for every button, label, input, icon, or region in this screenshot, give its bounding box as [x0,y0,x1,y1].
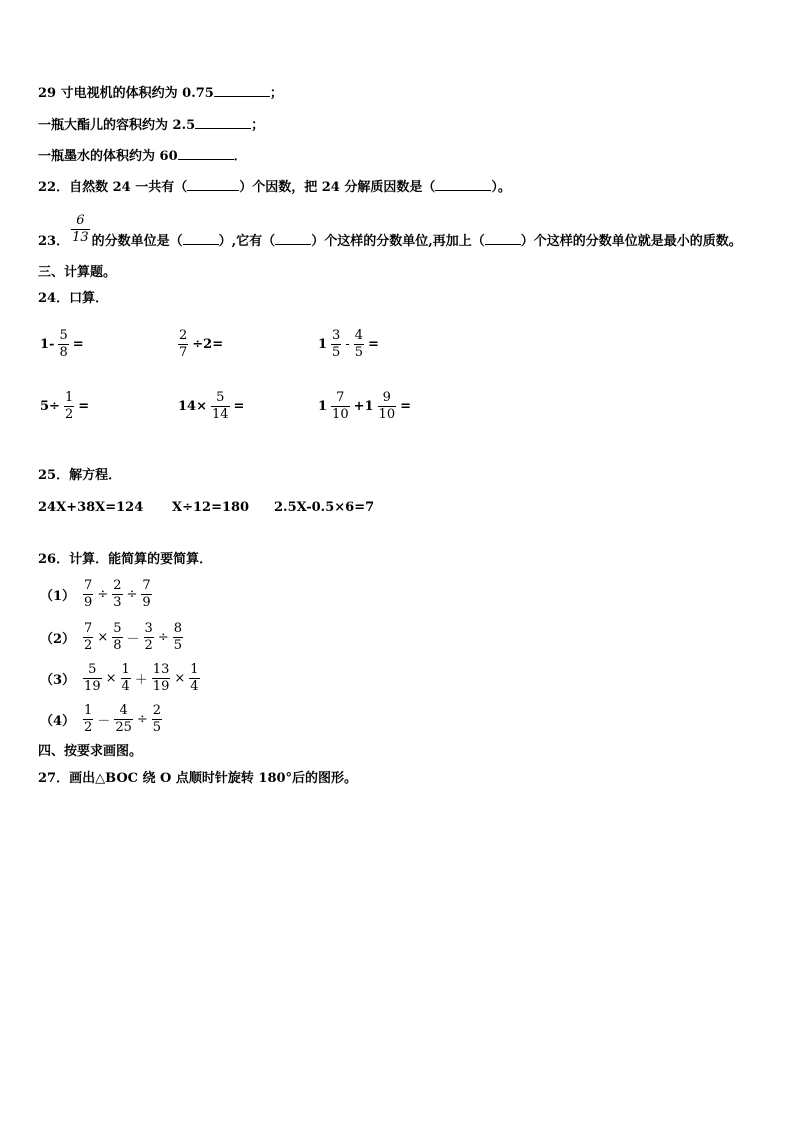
equation-1: 24X+38X=124 [38,500,144,515]
section-3-title: 三、计算题。 [38,265,117,280]
fraction: $\frac{5}{19}$ [84,662,101,694]
fraction: $\frac{9}{10}$ [378,390,396,422]
fraction: $\frac{1}{4}$ [190,662,199,694]
fraction: $\frac{2}{7}$ [179,328,188,360]
fraction: $\frac{7}{2}$ [84,621,93,653]
fraction: $\frac{1}{4}$ [121,662,130,694]
fraction: $\frac{4}{25}$ [115,703,132,735]
answer-blank[interactable] [178,147,234,160]
fraction: $\frac{13}{19}$ [152,662,170,694]
operator: × [105,671,117,686]
question-26: 26．计算．能简算的要简算． [38,552,213,567]
operator: － [97,714,111,729]
fraction: $\frac{1}{2}$ [84,703,93,735]
equation-2: X÷12=180 [172,500,250,515]
answer-blank[interactable] [183,232,219,245]
operator: ÷ [157,630,169,645]
operator: × [174,671,186,686]
fraction: $\frac{8}{5}$ [173,621,182,653]
answer-blank[interactable] [435,178,491,191]
question-25: 25．解方程． [38,468,122,483]
operator: ＋ [134,673,148,688]
fraction: $\frac{2}{3}$ [113,578,122,610]
operator: × [97,630,109,645]
oral-expr-2: $\frac{2}{7}$ ÷2= [179,328,224,360]
equation-row [38,500,374,516]
oral-expr-4: 5÷ $\frac{1}{2}$ = [40,390,90,422]
question-27: 27．画出△BOC 绕 O 点顺时针旋转 180°后的图形。 [38,771,358,786]
fraction: $\frac{3}{5}$ [332,328,341,360]
answer-blank[interactable] [187,178,239,191]
answer-blank[interactable] [275,232,311,245]
operator: ÷ [136,712,148,727]
calc-expr-1: （1） $\frac{7}{9}$ ÷ $\frac{2}{3}$ ÷ $\frac{7}{9}$ [40,578,151,610]
question-22: 22．自然数 24 一共有（ ）个因数，把 24 分解质因数是（ ）。 [38,180,511,195]
fraction: $\frac{7}{9}$ [142,578,151,610]
calc-expr-2: （2） $\frac{7}{2}$ × $\frac{5}{8}$ － $\frac{3}{2}$ ÷ $\frac{8}{5}$ [40,621,182,653]
equation-3: 2.5X-0.5×6=7 [274,500,375,515]
fraction: $\frac{2}{5}$ [152,703,162,735]
oral-expr-5: 14× $\frac{5}{14}$ = [178,390,245,422]
operator: ÷ [97,587,109,602]
operator: － [126,632,140,647]
calc-expr-3: （3） $\frac{5}{19}$ × $\frac{1}{4}$ ＋ $\frac{13}{19}$ × $\frac{1}{4}$ [40,662,199,694]
answer-blank[interactable] [195,116,251,129]
answer-blank[interactable] [214,84,270,97]
calc-expr-4: （4） $\frac{1}{2}$ － $\frac{4}{25}$ ÷ $\frac{2}{5}$ [40,703,162,735]
oral-expr-1: 1- $\frac{5}{8}$ = [40,328,84,360]
fill-line-ink: 一瓶墨水的体积约为 60 ． [38,149,247,164]
fraction: $\frac{7}{9}$ [84,578,93,610]
oral-expr-6: 1 $\frac{7}{10}$ +1 $\frac{9}{10}$ = [318,390,411,422]
question-23: 23． $\frac{6}{13}$ 的分数单位是（ ）,它有（ ）个这样的分数单位,再加上（ ）个这样的分数单位就是最小的质数。 [38,213,742,249]
oral-expr-3: 1 $\frac{3}{5}$ - $\frac{4}{5}$ = [318,328,379,360]
answer-blank[interactable] [485,232,521,245]
section-4-title: 四、按要求画图。 [38,744,143,759]
fraction: $\frac{5}{14}$ [211,390,229,422]
question-24: 24．口算． [38,291,109,306]
fill-line-vinegar: 一瓶大酯儿的容积约为 2.5 ； [38,118,265,133]
fraction: $\frac{5}{8}$ [59,328,68,360]
operator: ÷ [126,587,138,602]
fraction: $\frac{7}{10}$ [332,390,349,422]
fraction: $\frac{4}{5}$ [354,328,364,360]
fraction: $\frac{5}{8}$ [113,621,122,653]
fraction: $\frac{3}{2}$ [144,621,153,653]
fraction: $\frac{1}{2}$ [64,390,74,422]
fill-line-tv: 29 寸电视机的体积约为 0.75 ； [38,86,283,101]
fraction: $\frac{6}{13}$ [72,213,89,245]
